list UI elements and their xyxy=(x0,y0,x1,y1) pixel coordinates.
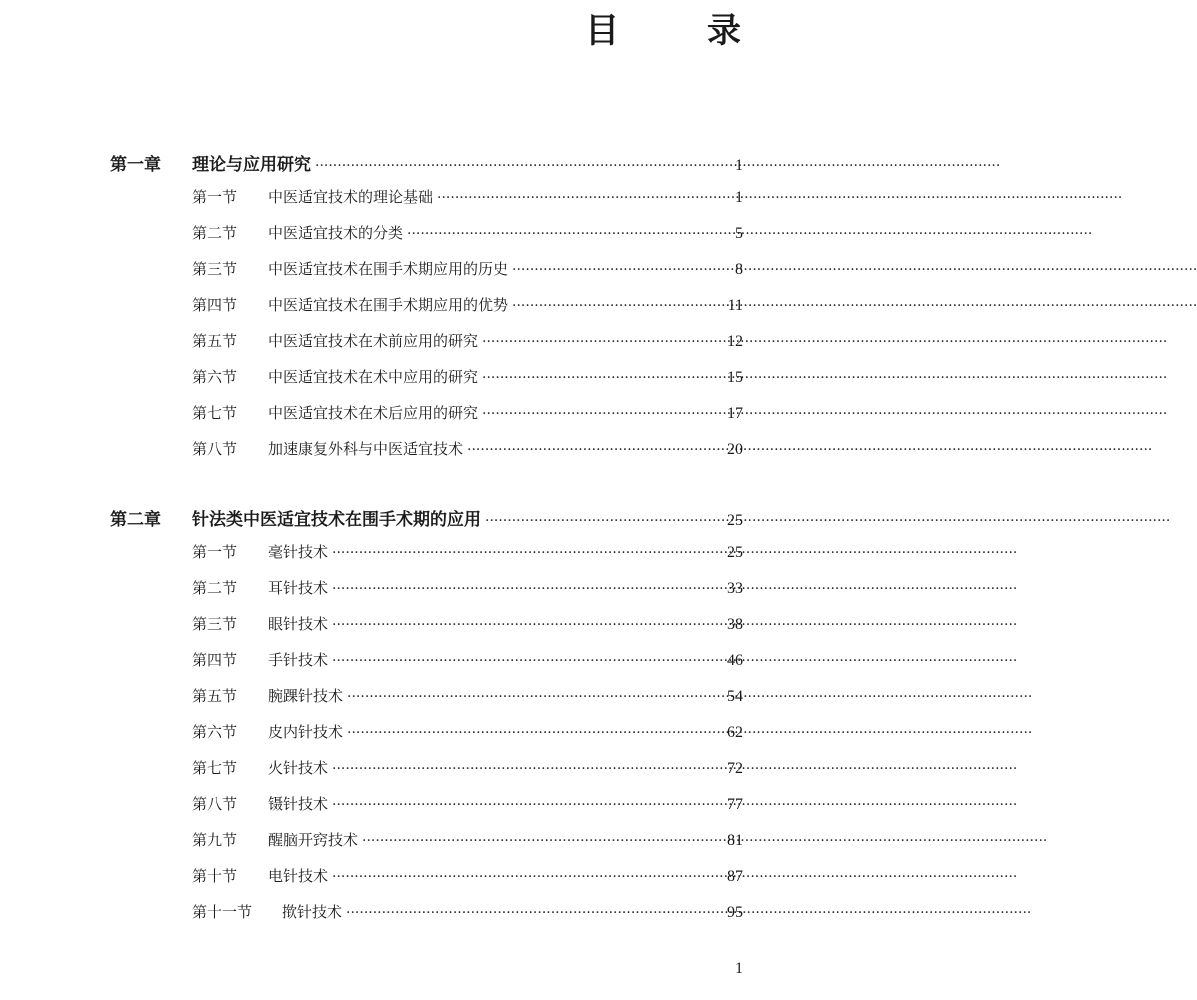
dot-leader xyxy=(512,298,703,314)
toc-section[interactable] xyxy=(192,402,743,423)
toc-section[interactable] xyxy=(192,186,743,207)
section-title: 揿针技术 xyxy=(282,903,343,921)
section-title: 中医适宜技术在术后应用的研究 xyxy=(268,404,479,422)
toc-chapter-2[interactable] xyxy=(110,505,743,530)
section-title: 手针技术 xyxy=(268,651,329,669)
section-title: 火针技术 xyxy=(268,759,329,777)
toc-section[interactable] xyxy=(192,541,743,562)
section-page-number: 33 xyxy=(727,580,743,597)
section-title: 耳针技术 xyxy=(268,579,329,597)
section-title: 电针技术 xyxy=(268,867,329,885)
section-page-number: 20 xyxy=(727,441,743,458)
section-title: 眼针技术 xyxy=(268,615,329,633)
section-page-number: 87 xyxy=(727,868,743,885)
section-title: 腕踝针技术 xyxy=(268,687,344,705)
section-label: 第四节 xyxy=(192,296,238,314)
section-title: 中医适宜技术在围手术期应用的优势 xyxy=(268,296,509,314)
section-label: 第一节 xyxy=(192,543,238,561)
dot-leader xyxy=(332,653,703,669)
toc-section[interactable] xyxy=(192,901,743,922)
dot-leader xyxy=(485,513,703,529)
toc-section[interactable] xyxy=(192,649,743,670)
toc-section[interactable] xyxy=(192,613,743,634)
toc-section[interactable] xyxy=(192,721,743,742)
section-page-number: 5 xyxy=(735,225,743,242)
dot-leader xyxy=(512,262,703,278)
dot-leader xyxy=(332,581,703,597)
toc-section[interactable] xyxy=(192,865,743,886)
section-page-number: 17 xyxy=(727,405,743,422)
section-label: 第七节 xyxy=(192,404,238,422)
section-page-number: 8 xyxy=(735,261,743,278)
dot-leader xyxy=(332,545,703,561)
toc-section[interactable] xyxy=(192,294,743,315)
section-page-number: 81 xyxy=(727,832,743,849)
section-title: 毫针技术 xyxy=(268,543,329,561)
footer-page-number: 1 xyxy=(735,960,743,977)
section-label: 第五节 xyxy=(192,687,238,705)
chapter-label: 第一章 xyxy=(110,155,161,175)
dot-leader xyxy=(407,226,703,242)
section-page-number: 95 xyxy=(727,904,743,921)
section-title: 加速康复外科与中医适宜技术 xyxy=(268,440,464,458)
section-page-number: 54 xyxy=(727,688,743,705)
section-page-number: 25 xyxy=(727,544,743,561)
section-page-number: 62 xyxy=(727,724,743,741)
section-label: 第七节 xyxy=(192,759,238,777)
section-label: 第八节 xyxy=(192,440,238,458)
dot-leader xyxy=(362,833,703,849)
dot-leader xyxy=(346,905,703,921)
section-label: 第一节 xyxy=(192,188,238,206)
chapter-label: 第二章 xyxy=(110,510,161,530)
dot-leader xyxy=(437,190,703,206)
section-page-number: 46 xyxy=(727,652,743,669)
section-title: 中医适宜技术在围手术期应用的历史 xyxy=(268,260,509,278)
dot-leader xyxy=(315,158,703,174)
section-label: 第十一节 xyxy=(192,903,253,921)
section-page-number: 11 xyxy=(727,297,743,314)
section-title: 中医适宜技术的理论基础 xyxy=(268,188,434,206)
toc-section[interactable] xyxy=(192,793,743,814)
section-title: 中医适宜技术在术前应用的研究 xyxy=(268,332,479,350)
dot-leader xyxy=(332,617,703,633)
section-title: 皮内针技术 xyxy=(268,723,344,741)
toc-section[interactable] xyxy=(192,685,743,706)
chapter-title: 理论与应用研究 xyxy=(192,155,311,175)
section-page-number: 38 xyxy=(727,616,743,633)
section-title: 醒脑开窍技术 xyxy=(268,831,359,849)
section-label: 第三节 xyxy=(192,260,238,278)
chapter-page-number: 25 xyxy=(727,512,743,529)
section-page-number: 15 xyxy=(727,369,743,386)
dot-leader xyxy=(482,406,703,422)
toc-section[interactable] xyxy=(192,366,743,387)
section-label: 第九节 xyxy=(192,831,238,849)
section-label: 第五节 xyxy=(192,332,238,350)
section-label: 第十节 xyxy=(192,867,238,885)
toc-section[interactable] xyxy=(192,330,743,351)
toc-chapter-1[interactable] xyxy=(110,150,743,175)
section-page-number: 72 xyxy=(727,760,743,777)
dot-leader xyxy=(482,334,703,350)
dot-leader xyxy=(332,869,703,885)
section-page-number: 1 xyxy=(735,189,743,206)
dot-leader xyxy=(482,370,703,386)
section-page-number: 12 xyxy=(727,333,743,350)
section-title: 中医适宜技术的分类 xyxy=(268,224,404,242)
section-label: 第四节 xyxy=(192,651,238,669)
chapter-page-number: 1 xyxy=(735,157,743,174)
toc-section[interactable] xyxy=(192,829,743,850)
dot-leader xyxy=(347,689,703,705)
section-label: 第二节 xyxy=(192,579,238,597)
section-label: 第六节 xyxy=(192,723,238,741)
section-label: 第六节 xyxy=(192,368,238,386)
section-page-number: 77 xyxy=(727,796,743,813)
dot-leader xyxy=(332,797,703,813)
dot-leader xyxy=(347,725,703,741)
toc-section[interactable] xyxy=(192,222,743,243)
section-label: 第二节 xyxy=(192,224,238,242)
toc-section[interactable] xyxy=(192,577,743,598)
section-title: 镊针技术 xyxy=(268,795,329,813)
chapter-title: 针法类中医适宜技术在围手术期的应用 xyxy=(192,510,481,530)
section-label: 第三节 xyxy=(192,615,238,633)
toc-section[interactable] xyxy=(192,438,743,459)
dot-leader xyxy=(332,761,703,777)
page-title: 目 录 xyxy=(585,11,779,51)
section-label: 第八节 xyxy=(192,795,238,813)
section-title: 中医适宜技术在术中应用的研究 xyxy=(268,368,479,386)
dot-leader xyxy=(467,442,703,458)
toc-section[interactable] xyxy=(192,258,743,279)
toc-section[interactable] xyxy=(192,757,743,778)
